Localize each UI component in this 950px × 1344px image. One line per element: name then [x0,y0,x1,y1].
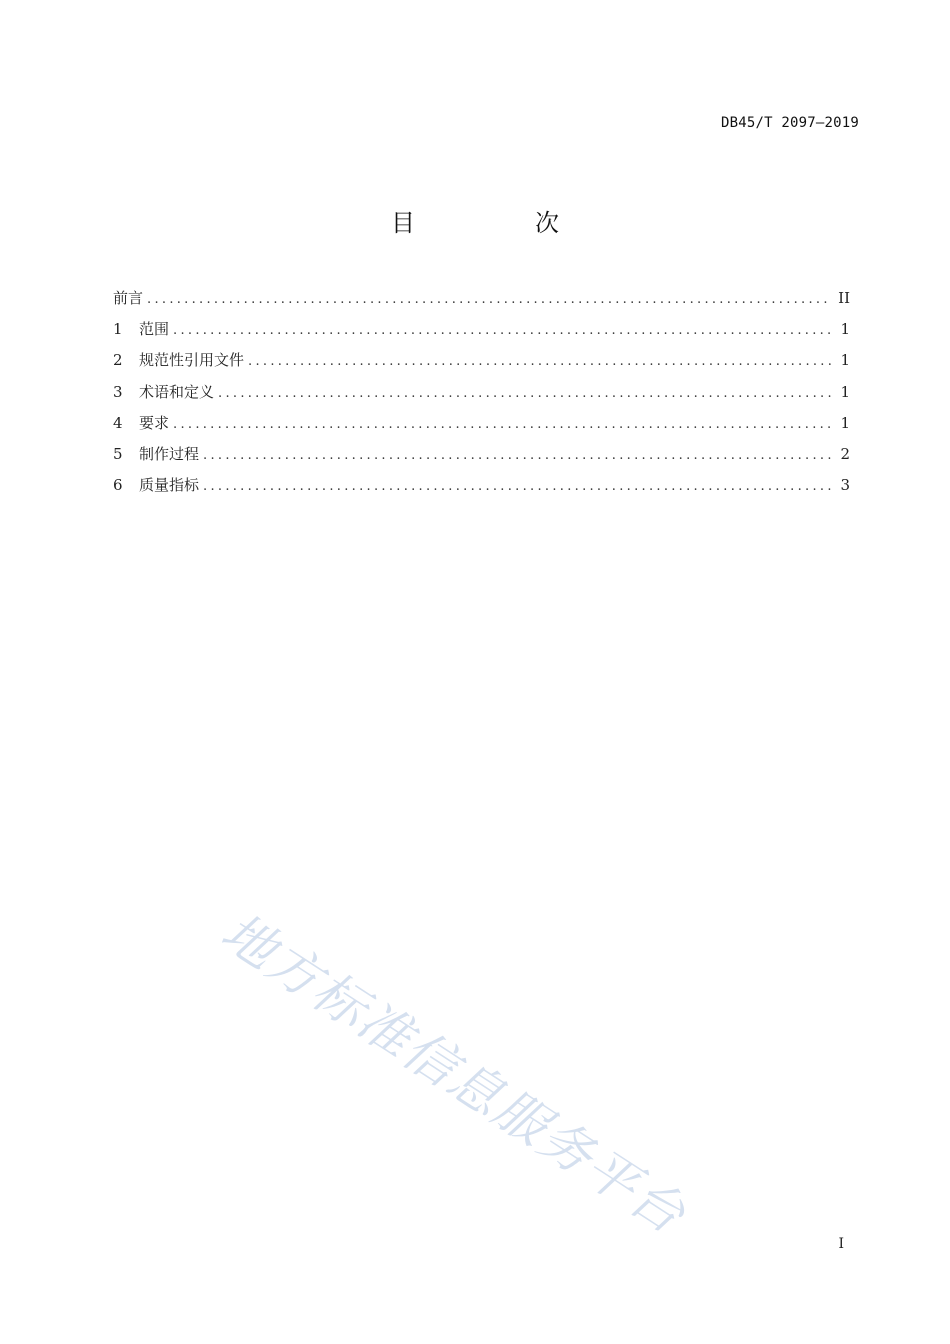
toc-item-label: 质量指标 [139,476,200,495]
toc-leader-dots [173,409,832,440]
toc-item-page: 1 [840,320,850,339]
toc-item-number: 4 [113,413,123,432]
toc-item-number: 5 [113,444,123,463]
page-number: I [838,1236,844,1252]
toc-item-label: 范围 [139,320,170,339]
toc-item-number: 3 [113,382,123,401]
toc-item-normative-references[interactable] [113,345,850,376]
toc-item-page: 1 [840,382,850,401]
toc-item-production-process[interactable] [113,439,850,470]
table-of-contents [113,283,850,501]
toc-leader-dots [203,471,832,502]
toc-leader-dots [173,315,832,346]
page-title: 目 次 [391,209,607,237]
toc-item-label: 规范性引用文件 [139,351,245,370]
toc-item-requirements[interactable] [113,408,850,439]
toc-item-scope[interactable] [113,314,850,345]
toc-item-label: 制作过程 [139,444,200,463]
document-code: DB45/T 2097—2019 [720,115,859,131]
toc-leader-dots [147,284,830,315]
toc-item-page: 1 [840,413,850,432]
watermark: 地方标准信息服务平台 [210,901,697,1247]
toc-item-page: II [838,289,850,307]
toc-item-number: 6 [113,476,123,495]
toc-item-terms-definitions[interactable] [113,377,850,408]
toc-item-foreword[interactable] [113,283,850,314]
toc-item-label: 术语和定义 [139,382,215,401]
toc-leader-dots [203,440,832,471]
toc-leader-dots [218,378,832,409]
toc-item-label: 要求 [139,413,170,432]
toc-item-quality-indicators[interactable] [113,470,850,501]
toc-item-page: 2 [840,444,850,463]
toc-item-page: 3 [840,476,850,495]
toc-leader-dots [248,346,832,377]
toc-item-label: 前言 [113,289,144,307]
toc-item-page: 1 [840,351,850,370]
toc-item-number: 2 [113,351,123,370]
toc-item-number: 1 [113,320,123,339]
